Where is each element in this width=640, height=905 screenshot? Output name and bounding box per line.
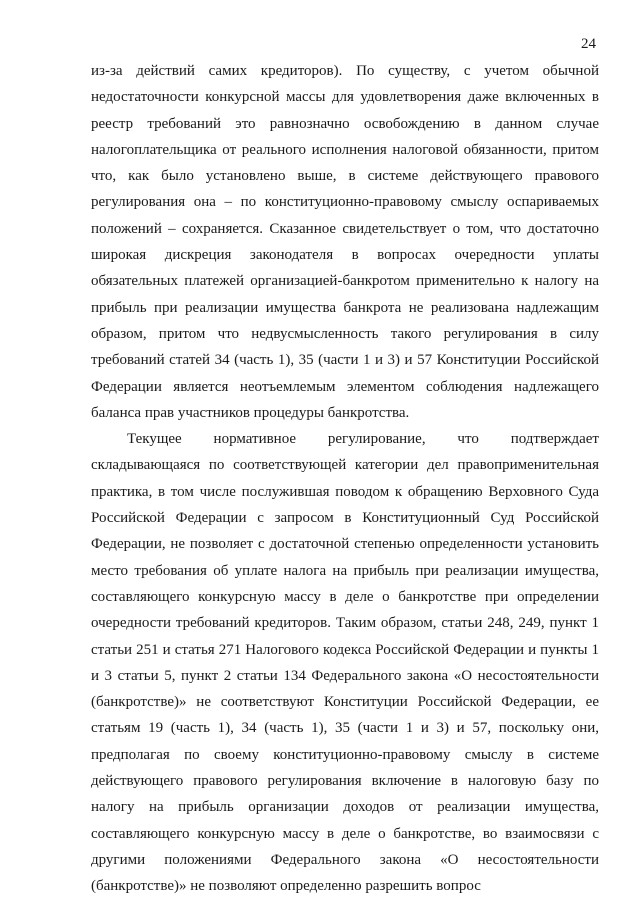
paragraph-continuation: из-за действий самих кредиторов). По существу, с учетом обычной недостаточности конкурсной массы для удовлетворения даже включенных в реестр требований это равнозначно освобождению в данном случае налогоплательщика от реального исполнения налоговой обязанности, притом что, как было установлено выше, в системе действующего правового регулирования она – по конституционно-правовому смыслу оспариваемых положений – сохраняется. Сказанное свидетельствует о том, что достаточно широкая дискреция законодателя в вопросах очередности уплаты обязательных платежей организацией-банкротом применительно к налогу на прибыль при реализации имущества банкрота не реализована надлежащим образом, притом что недвусмысленность такого регулирования в силу требований статей 34 (часть 1), 35 (части 1 и 3) и 57 Конституции Российской Федерации является неотъемлемым элементом соблюдения надлежащего баланса прав участников процедуры банкротства. [91, 63, 599, 421]
document-body [91, 58, 599, 900]
paragraph-current-regulation: Текущее нормативное регулирование, что подтверждает складывающаяся по соответствующей категории дел правоприменительная практика, в том числе послужившая поводом к обращению Верховного Суда Российской Федерации с запросом в Конституционный Суд Российской Федерации, не позволяет с достаточной степенью определенности установить место требования об уплате налога на прибыль при реализации имущества, составляющего конкурсную массу в деле о банкротстве при определении очередности требований кредиторов. Таким образом, статьи 248, 249, пункт 1 статьи 251 и статья 271 Налогового кодекса Российской Федерации и пункты 1 и 3 статьи 5, пункт 2 статьи 134 Федерального закона «О несостоятельности (банкротстве)» не соответствуют Конституции Российской Федерации, ее статьям 19 (часть 1), 34 (часть 1), 35 (части 1 и 3) и 57, поскольку они, предполагая по своему конституционно-правовому смыслу в системе действующего правового регулирования включение в налоговую базу по налогу на прибыль организации доходов от реализации имущества, составляющего конкурсную массу в деле о банкротстве, во взаимосвязи с другими положениями Федерального закона «О несостоятельности (банкротстве)» не позволяют определенно разрешить вопрос [91, 431, 599, 895]
page-number: 24 [581, 36, 596, 52]
